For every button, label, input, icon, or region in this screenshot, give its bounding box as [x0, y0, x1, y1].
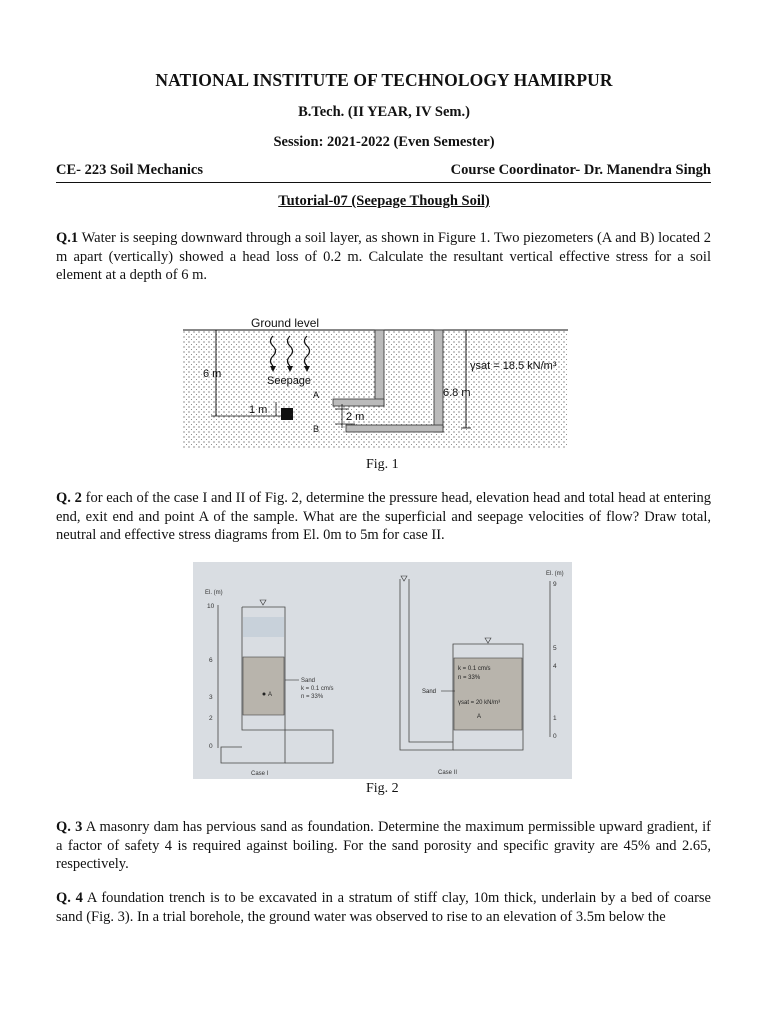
case1-tick-2: 2 [209, 715, 213, 722]
case1-n: n = 33% [301, 694, 324, 700]
figure-2-caption: Fig. 2 [366, 781, 399, 796]
question-label: Q.1 [56, 230, 79, 246]
case1-sand: Sand [301, 678, 316, 684]
case1-el-label: El. (m) [205, 590, 223, 596]
question-2 [56, 489, 711, 545]
question-label: Q. 2 [56, 490, 82, 506]
course-row [56, 162, 711, 183]
figure-1-caption: Fig. 1 [366, 457, 399, 472]
fig1-ground-level: Ground level [251, 316, 320, 330]
question-1 [56, 229, 711, 285]
case2-n: n = 33% [458, 675, 481, 681]
case1-tick-3: 3 [209, 694, 213, 701]
case1-label: Case I [251, 771, 269, 777]
case1-tick-0: 0 [209, 743, 213, 750]
case1-tick-6: 6 [209, 657, 213, 664]
case2-tick-1: 1 [553, 715, 557, 722]
fig1-point-b: B [313, 424, 320, 434]
question-label: Q. 3 [56, 819, 83, 835]
case2-point-a: A [477, 714, 482, 720]
course-coordinator: Course Coordinator- Dr. Manendra Singh [450, 162, 711, 178]
question-text: for each of the case I and II of Fig. 2, determine the pressure head, elevation head and total head at entering end, exit end and point A of the sample. What are the superficial and seepage velocities of flow? Draw total, neutral and effective stress diagrams from El. 0m to 5m for case II. [56, 490, 711, 543]
case2-sand: Sand [422, 689, 437, 695]
fig1-height-68m: 6.8 m [443, 387, 471, 399]
question-text: Water is seeping downward through a soil layer, as shown in Figure 1. Two piezometers (A and B) located 2 m apart (vertically) showed a head loss of 0.2 m. Calculate the resultant vertical effective stress for a soil element at a depth of 6 m. [56, 230, 711, 283]
tutorial-title [0, 193, 768, 210]
fig1-spacing-2m: 2 m [346, 411, 365, 423]
case2-tick-5: 5 [553, 645, 557, 652]
institute-title: NATIONAL INSTITUTE OF TECHNOLOGY HAMIRPUR [155, 70, 613, 90]
case2-tick-4: 4 [553, 663, 557, 670]
case2-gamma: γsat = 20 kN/m³ [458, 700, 501, 706]
case1-tick-10: 10 [207, 603, 215, 610]
course-name: CE- 223 Soil Mechanics [56, 162, 204, 178]
case2-label: Case II [438, 770, 458, 776]
program-line: B.Tech. (II YEAR, IV Sem.) [298, 104, 470, 120]
figure-1-diagram [183, 316, 568, 448]
fig1-depth-6m: 6 m [203, 368, 222, 380]
figure-2-diagram [193, 562, 572, 779]
question-text: A foundation trench is to be excavated in a stratum of stiff clay, 10m thick, underlain by a bed of coarse sand (Fig. 3). In a trial borehole, the ground water was observed to rise to an elevation of 3.5m below the [56, 890, 711, 925]
question-label: Q. 4 [56, 890, 83, 906]
case2-el-label: El. (m) [546, 571, 564, 577]
case1-point-a: A [268, 692, 273, 698]
question-4 [56, 889, 711, 926]
case2-tick-9: 9 [553, 581, 557, 588]
case2-k: k = 0.1 cm/s [458, 666, 491, 672]
session-line: Session: 2021-2022 (Even Semester) [273, 134, 495, 150]
case2-tick-0: 0 [553, 733, 557, 740]
fig1-gamma: γsat = 18.5 kN/m³ [470, 360, 557, 372]
case1-k: k = 0.1 cm/s [301, 686, 334, 692]
tutorial-title-text: Tutorial-07 (Seepage Though Soil) [278, 193, 490, 209]
fig1-depth-1m: 1 m [249, 404, 268, 416]
question-text: A masonry dam has pervious sand as foundation. Determine the maximum permissible upward gradient, if a factor of safety 4 is required against boiling. For the sand porosity and specific gravity are 45% and 2.65, respectively. [56, 819, 711, 872]
question-3 [56, 818, 711, 874]
fig1-point-a: A [313, 390, 320, 400]
fig1-seepage: Seepage [267, 375, 312, 387]
